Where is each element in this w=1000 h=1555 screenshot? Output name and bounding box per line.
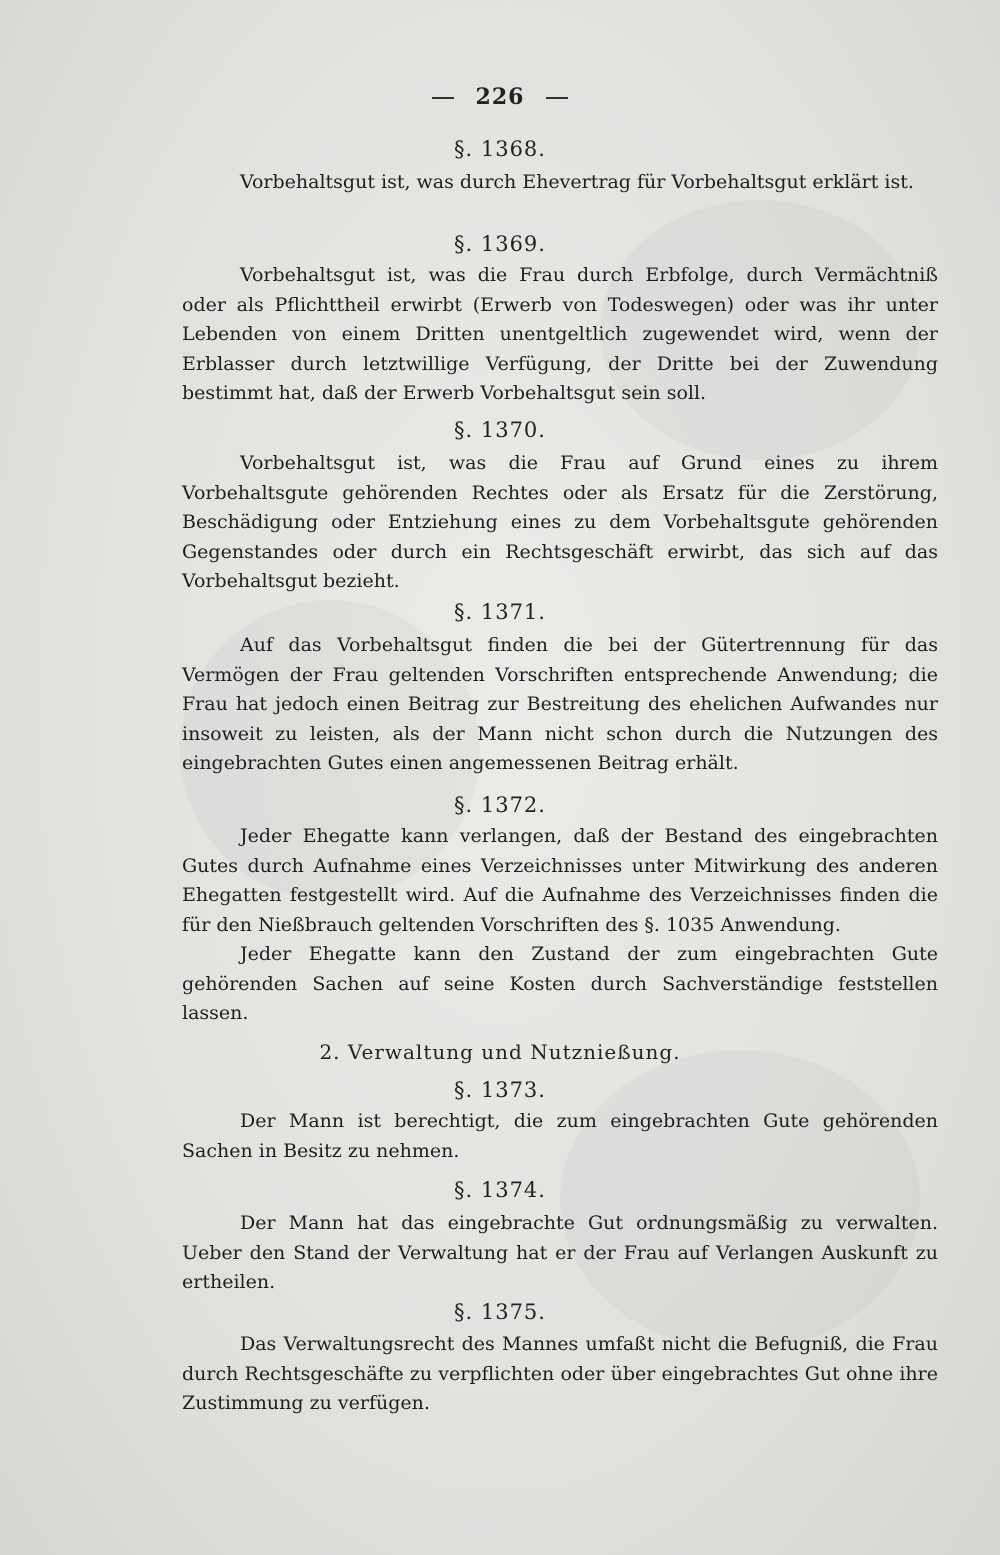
paragraph-text: Das Verwaltungsrecht des Mannes umfaßt nicht die Befugniß, die Frau durch Rechtsgeschäfte zu verpflichten oder über eingebrachtes Gut ohne ihre Zustimmung zu verfügen. bbox=[182, 1333, 938, 1414]
section-heading: §. 1370. bbox=[454, 418, 546, 442]
section-heading: §. 1375. bbox=[454, 1300, 546, 1324]
paragraph-text: Der Mann hat das eingebrachte Gut ordnungsmäßig zu verwalten. Ueber den Stand der Verwaltung hat er der Frau auf Verlangen Auskunft zu ertheilen. bbox=[182, 1212, 938, 1293]
paragraph-text: Vorbehaltsgut ist, was die Frau durch Erbfolge, durch Vermächtniß oder als Pflichttheil erwirbt (Erwerb von Todeswegen) oder was ihr unter Lebenden von einem Dritten unentgeltlich zugewendet wird, wenn der Erblasser durch letztwillige Verfügung, der Dritte bei der Zuwendung bestimmt hat, daß der Erwerb Vorbehaltsgut sein soll. bbox=[182, 264, 938, 404]
section-paragraph bbox=[182, 168, 938, 198]
page-number-text: 226 bbox=[475, 84, 525, 110]
paragraph-text: Vorbehaltsgut ist, was durch Ehevertrag für Vorbehaltsgut erklärt ist. bbox=[240, 171, 914, 193]
section-paragraph bbox=[182, 1209, 938, 1298]
paragraph-text: Auf das Vorbehaltsgut finden die bei der Gütertrennung für das Vermögen der Frau geltenden Vorschriften entsprechende Anwendung; die Frau hat jedoch einen Beitrag zur Bestreitung des ehelichen Aufwandes nur insoweit zu leisten, als der Mann nicht schon durch die Nutzungen des eingebrachten Gutes einen angemessenen Beitrag erhält. bbox=[182, 634, 938, 774]
paragraph-text: Jeder Ehegatte kann verlangen, daß der Bestand des eingebrachten Gutes durch Aufnahme eines Verzeichnisses unter Mitwirkung des anderen Ehegatten festgestellt wird. Auf die Aufnahme des Verzeichnisses finden die für den Nießbrauch geltenden Vorschriften des §. 1035 Anwendung. bbox=[182, 825, 938, 936]
page-number-dash-left bbox=[432, 97, 454, 99]
section-heading: §. 1372. bbox=[454, 793, 546, 817]
section-paragraph bbox=[182, 631, 938, 779]
paragraph-text: Der Mann ist berechtigt, die zum eingebrachten Gute gehörenden Sachen in Besitz zu nehmen. bbox=[182, 1110, 938, 1162]
section-paragraph bbox=[182, 822, 938, 1029]
subsection-title: 2. Verwaltung und Nutznießung. bbox=[319, 1040, 681, 1064]
section-heading: §. 1371. bbox=[454, 600, 546, 624]
section-paragraph bbox=[182, 261, 938, 409]
paragraph-text: Vorbehaltsgut ist, was die Frau auf Grund eines zu ihrem Vorbehaltsgute gehörenden Rechtes oder als Ersatz für die Zerstörung, Beschädigung oder Entziehung eines zu dem Vorbehaltsgute gehörenden Gegenstandes oder durch ein Rechtsgeschäft erwirbt, das sich auf das Vorbehaltsgut bezieht. bbox=[182, 452, 938, 592]
section-heading: §. 1369. bbox=[454, 232, 546, 256]
section-heading: §. 1368. bbox=[454, 137, 546, 161]
page-number-dash-right bbox=[546, 97, 568, 99]
section-paragraph bbox=[182, 1107, 938, 1166]
paragraph-text: Jeder Ehegatte kann den Zustand der zum eingebrachten Gute gehörenden Sachen auf seine Kosten durch Sachverständige feststellen lassen. bbox=[182, 943, 938, 1024]
section-paragraph bbox=[182, 1330, 938, 1419]
section-heading: §. 1374. bbox=[454, 1178, 546, 1202]
section-heading: §. 1373. bbox=[454, 1078, 546, 1102]
page-number bbox=[0, 84, 1000, 110]
section-paragraph bbox=[182, 449, 938, 597]
